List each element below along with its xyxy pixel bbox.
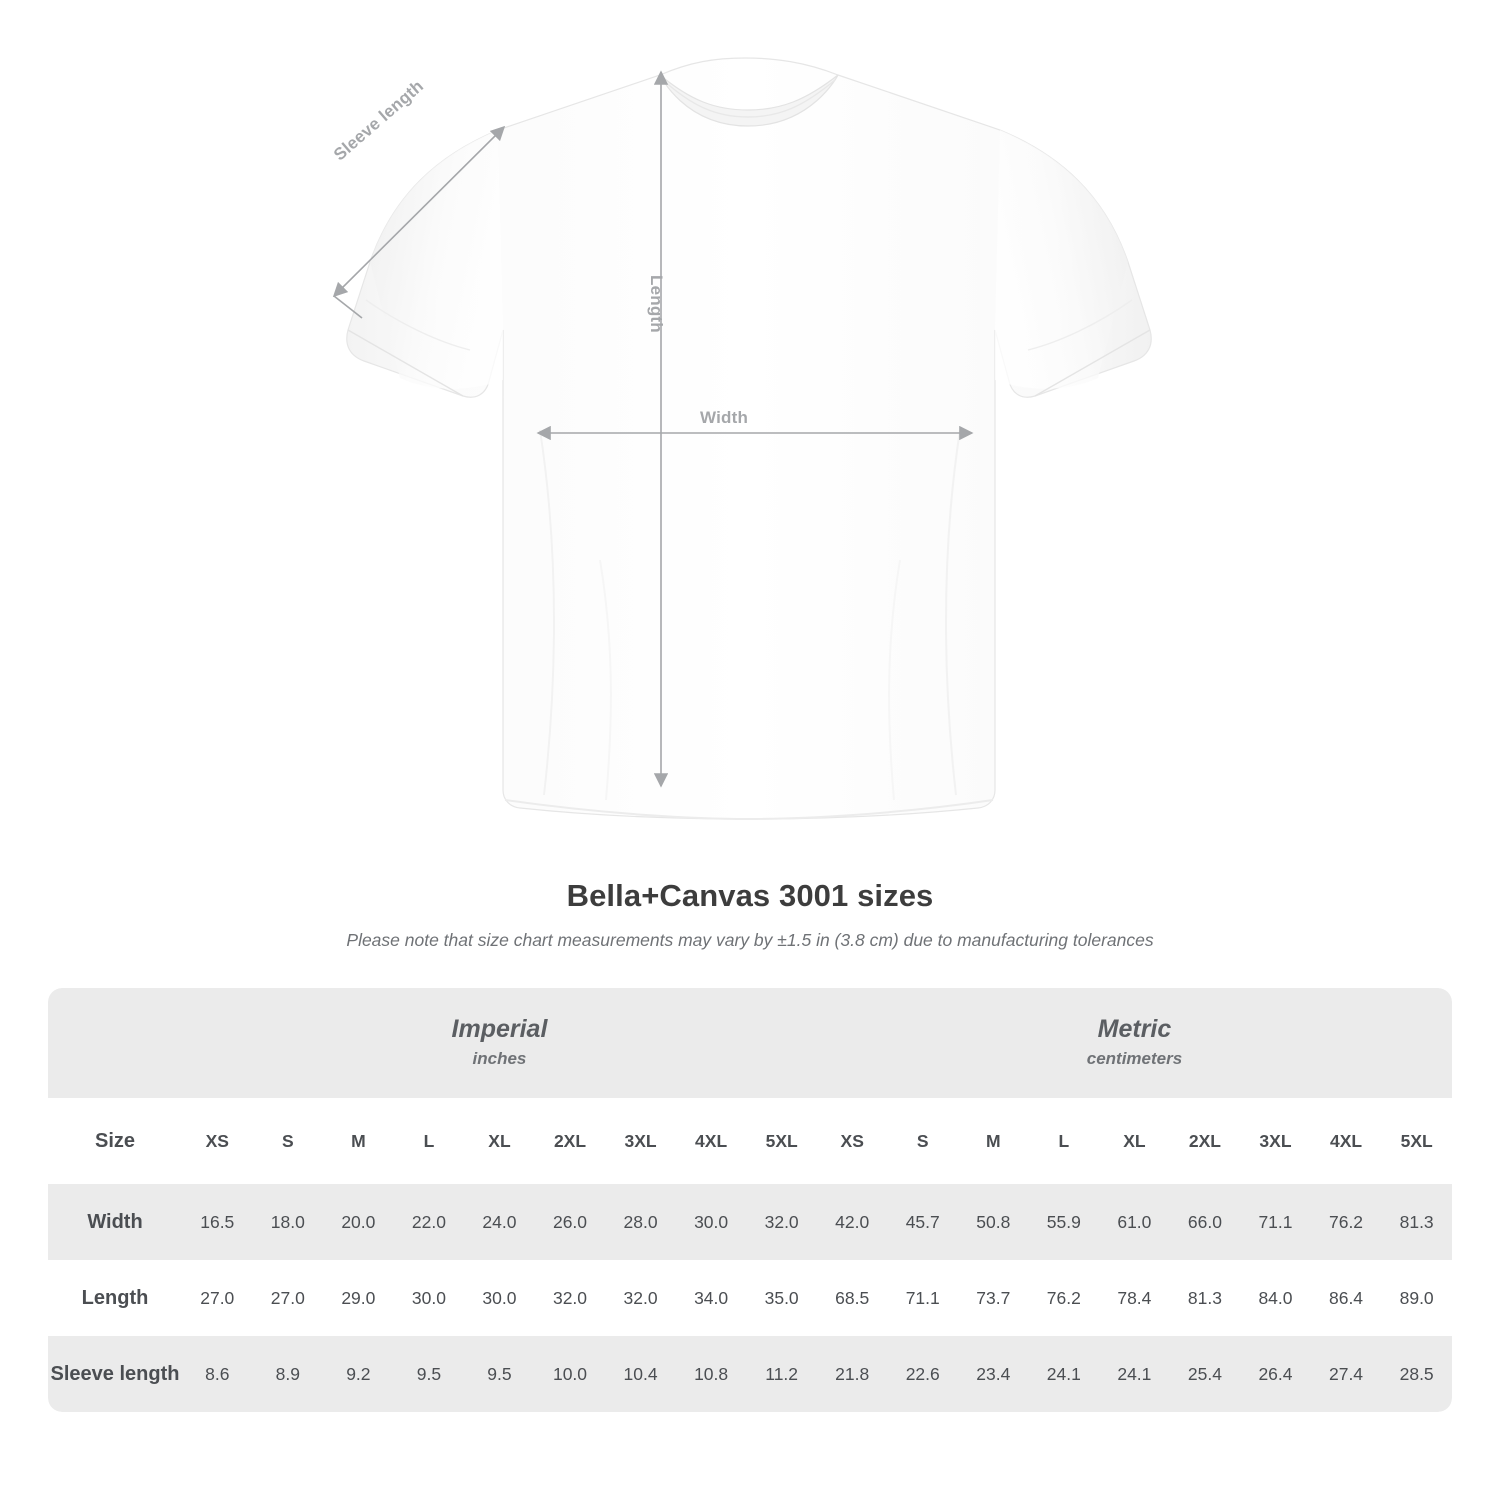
cell-sleeve-8: 11.2 — [746, 1336, 817, 1412]
width-label: Width — [700, 408, 749, 427]
cell-sleeve-4: 9.5 — [464, 1336, 535, 1412]
col-header-m-in: M — [323, 1098, 394, 1184]
cell-sleeve-14: 25.4 — [1170, 1336, 1241, 1412]
cell-length-11: 73.7 — [958, 1260, 1029, 1336]
cell-width-7: 30.0 — [676, 1184, 747, 1260]
cell-width-6: 28.0 — [605, 1184, 676, 1260]
cell-width-0: 16.5 — [182, 1184, 253, 1260]
unit-imperial-sub: inches — [472, 1049, 527, 1069]
table-row-width — [48, 1184, 1452, 1260]
col-header-xl-in: XL — [464, 1098, 535, 1184]
size-table-wrapper — [48, 988, 1452, 1412]
col-header-5xl-in: 5XL — [746, 1098, 817, 1184]
size-table — [48, 988, 1452, 1412]
cell-sleeve-12: 24.1 — [1029, 1336, 1100, 1412]
cell-sleeve-16: 27.4 — [1311, 1336, 1382, 1412]
cell-length-15: 84.0 — [1240, 1260, 1311, 1336]
cell-length-8: 35.0 — [746, 1260, 817, 1336]
cell-sleeve-2: 9.2 — [323, 1336, 394, 1412]
cell-width-10: 45.7 — [887, 1184, 958, 1260]
col-header-2xl-in: 2XL — [535, 1098, 606, 1184]
cell-sleeve-3: 9.5 — [394, 1336, 465, 1412]
row-label-length: Length — [48, 1260, 182, 1336]
cell-width-15: 71.1 — [1240, 1184, 1311, 1260]
cell-sleeve-15: 26.4 — [1240, 1336, 1311, 1412]
col-header-s-in: S — [253, 1098, 324, 1184]
cell-width-3: 22.0 — [394, 1184, 465, 1260]
col-header-m-cm: M — [958, 1098, 1029, 1184]
cell-width-12: 55.9 — [1029, 1184, 1100, 1260]
cell-length-17: 89.0 — [1381, 1260, 1452, 1336]
cell-sleeve-6: 10.4 — [605, 1336, 676, 1412]
unit-header-metric — [817, 988, 1452, 1098]
row-header-size: Size — [48, 1098, 182, 1184]
col-header-3xl-cm: 3XL — [1240, 1098, 1311, 1184]
sleeve-length-label: Sleeve length — [330, 76, 428, 165]
cell-length-9: 68.5 — [817, 1260, 888, 1336]
cell-length-13: 78.4 — [1099, 1260, 1170, 1336]
cell-width-1: 18.0 — [253, 1184, 324, 1260]
cell-width-8: 32.0 — [746, 1184, 817, 1260]
cell-width-17: 81.3 — [1381, 1184, 1452, 1260]
cell-width-4: 24.0 — [464, 1184, 535, 1260]
col-header-5xl-cm: 5XL — [1381, 1098, 1452, 1184]
cell-sleeve-5: 10.0 — [535, 1336, 606, 1412]
cell-sleeve-9: 21.8 — [817, 1336, 888, 1412]
col-header-4xl-cm: 4XL — [1311, 1098, 1382, 1184]
cell-sleeve-10: 22.6 — [887, 1336, 958, 1412]
col-header-4xl-in: 4XL — [676, 1098, 747, 1184]
cell-length-7: 34.0 — [676, 1260, 747, 1336]
cell-length-0: 27.0 — [182, 1260, 253, 1336]
cell-sleeve-17: 28.5 — [1381, 1336, 1452, 1412]
cell-sleeve-11: 23.4 — [958, 1336, 1029, 1412]
cell-length-12: 76.2 — [1029, 1260, 1100, 1336]
chart-title: Bella+Canvas 3001 sizes — [566, 878, 934, 913]
cell-width-2: 20.0 — [323, 1184, 394, 1260]
cell-length-6: 32.0 — [605, 1260, 676, 1336]
cell-length-3: 30.0 — [394, 1260, 465, 1336]
col-header-s-cm: S — [887, 1098, 958, 1184]
cell-sleeve-13: 24.1 — [1099, 1336, 1170, 1412]
unit-header-imperial — [182, 988, 817, 1098]
col-header-xs-cm: XS — [817, 1098, 888, 1184]
unit-header-blank — [48, 988, 182, 1098]
col-header-3xl-in: 3XL — [605, 1098, 676, 1184]
cell-length-10: 71.1 — [887, 1260, 958, 1336]
col-header-xl-cm: XL — [1099, 1098, 1170, 1184]
col-header-2xl-cm: 2XL — [1170, 1098, 1241, 1184]
table-row-length — [48, 1260, 1452, 1336]
cell-length-5: 32.0 — [535, 1260, 606, 1336]
cell-length-16: 86.4 — [1311, 1260, 1382, 1336]
cell-width-5: 26.0 — [535, 1184, 606, 1260]
col-header-l-cm: L — [1029, 1098, 1100, 1184]
chart-subtitle: Please note that size chart measurements may vary by ±1.5 in (3.8 cm) due to manufacturing tolerances — [346, 930, 1154, 950]
size-header-row — [48, 1098, 1452, 1184]
unit-header-row — [48, 988, 1452, 1098]
cell-width-9: 42.0 — [817, 1184, 888, 1260]
cell-width-16: 76.2 — [1311, 1184, 1382, 1260]
cell-sleeve-7: 10.8 — [676, 1336, 747, 1412]
unit-imperial-name: Imperial — [451, 1014, 548, 1043]
cell-width-13: 61.0 — [1099, 1184, 1170, 1260]
cell-length-14: 81.3 — [1170, 1260, 1241, 1336]
cell-length-2: 29.0 — [323, 1260, 394, 1336]
col-header-xs-in: XS — [182, 1098, 253, 1184]
cell-sleeve-0: 8.6 — [182, 1336, 253, 1412]
length-label: Length — [647, 275, 666, 333]
cell-width-14: 66.0 — [1170, 1184, 1241, 1260]
cell-length-1: 27.0 — [253, 1260, 324, 1336]
cell-sleeve-1: 8.9 — [253, 1336, 324, 1412]
unit-metric-name: Metric — [1097, 1014, 1172, 1043]
col-header-l-in: L — [394, 1098, 465, 1184]
row-label-sleeve-length: Sleeve length — [48, 1336, 182, 1412]
unit-metric-sub: centimeters — [1086, 1049, 1183, 1069]
cell-length-4: 30.0 — [464, 1260, 535, 1336]
row-label-width: Width — [48, 1184, 182, 1260]
cell-width-11: 50.8 — [958, 1184, 1029, 1260]
table-row-sleeve-length — [48, 1336, 1452, 1412]
